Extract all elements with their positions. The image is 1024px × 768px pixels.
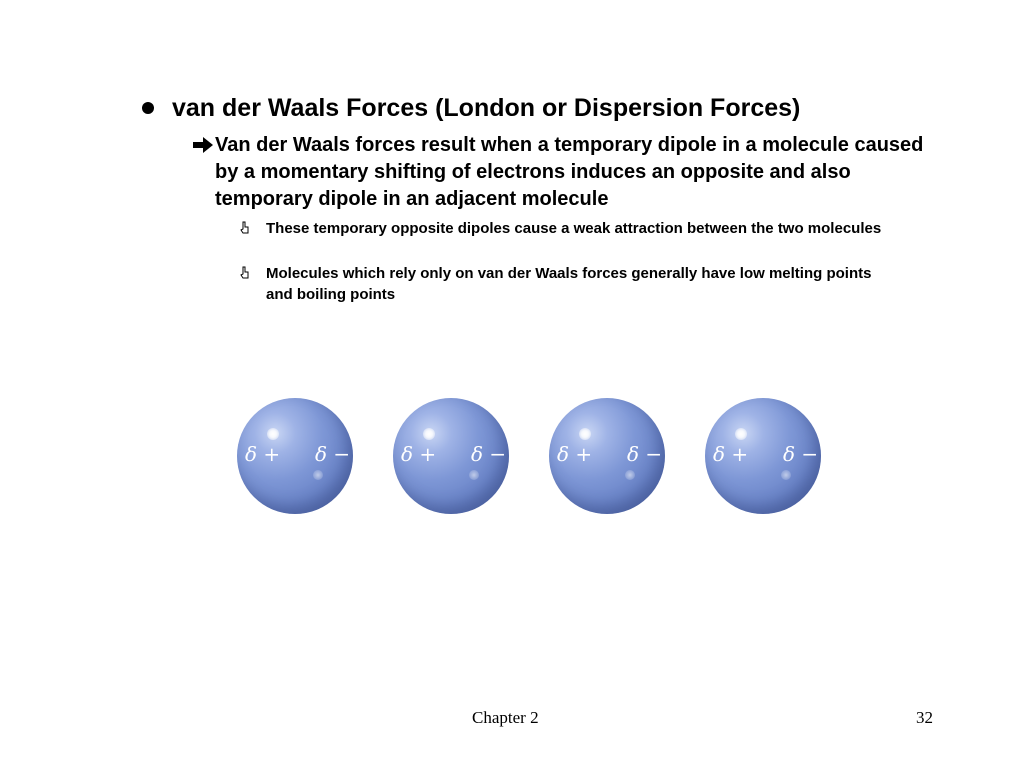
negative-charge-label: δ − [783, 442, 819, 466]
highlight [423, 428, 435, 440]
positive-charge-label: δ + [557, 442, 593, 466]
pointing-hand-icon [240, 266, 250, 279]
highlight [267, 428, 279, 440]
pointing-hand-icon [240, 221, 250, 234]
molecule-sphere [705, 398, 821, 514]
detail-text: These temporary opposite dipoles cause a weak attraction between the two molecules [266, 220, 882, 237]
bullet-level-2 [192, 132, 952, 213]
slide-heading: van der Waals Forces (London or Dispersion Forces) [172, 94, 801, 122]
sub-point-text: Van der Waals forces result when a temporary dipole in a molecule caused by a momentary shifting of electrons induces an opposite and also temporary dipole in an adjacent molecule [215, 134, 924, 210]
positive-charge-label: δ + [713, 442, 749, 466]
highlight [469, 470, 479, 480]
detail-text: Molecules which rely only on van der Waals forces generally have low melting points and boiling points [266, 265, 872, 303]
page-number: 32 [916, 708, 933, 727]
positive-charge-label: δ + [401, 442, 437, 466]
right-arrow-icon [192, 136, 214, 154]
molecule-sphere [237, 398, 353, 514]
highlight [735, 428, 747, 440]
negative-charge-label: δ − [315, 442, 351, 466]
highlight [781, 470, 791, 480]
highlight [625, 470, 635, 480]
negative-charge-label: δ − [471, 442, 507, 466]
filled-circle-bullet-icon [142, 102, 154, 114]
molecule-sphere [549, 398, 665, 514]
detail-bullet [240, 218, 900, 239]
detail-bullet [240, 263, 900, 305]
positive-charge-label: δ + [245, 442, 281, 466]
molecule-sphere [393, 398, 509, 514]
highlight [579, 428, 591, 440]
footer-chapter: Chapter 2 [472, 708, 539, 727]
negative-charge-label: δ − [627, 442, 663, 466]
highlight [313, 470, 323, 480]
